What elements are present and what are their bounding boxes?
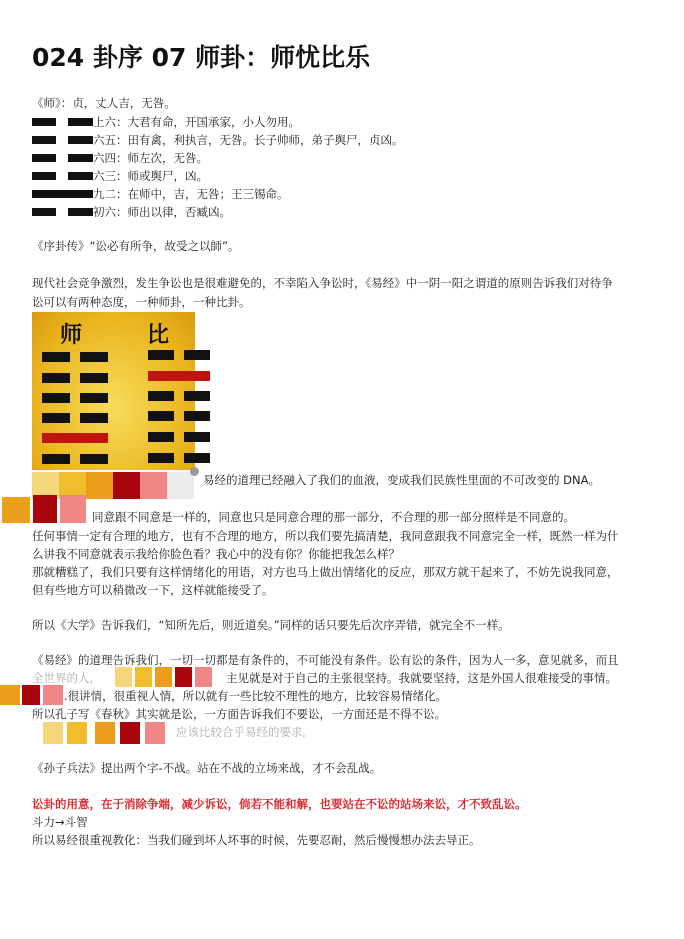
paragraph-line: 现代社会竞争激烈，发生争讼也是很难避免的，不幸陷入争讼时，《易经》中一阴一阳之谓道的原则告诉我们对待争 xyxy=(32,276,613,290)
yao-line: 上六：大君有命，开国承家，小人勿用。 xyxy=(32,114,300,130)
paragraph-line: 《易经》的道理告诉我们，一切一切都是有条件的，不可能没有条件。讼有讼的条件，因为人一多，意见就多，而且 xyxy=(32,653,619,667)
paragraph-line: 但有些地方可以稍微改一下，这样就能接受了。 xyxy=(32,583,274,597)
yao-line: 六五：田有禽，利执言，无咎。长子帅师，弟子舆尸，贞凶。 xyxy=(32,132,404,148)
hexagram-image xyxy=(32,312,195,470)
paragraph-line: 主见就是对于自己的主张很坚持。我就要坚持，这是外国人很难接受的事情。 xyxy=(226,671,617,685)
yao-line: 六四：师左次，无咎。 xyxy=(32,150,208,166)
highlighted-paragraph: 讼卦的用意，在于消除争端，减少诉讼，倘若不能和解，也要站在不讼的站场来讼，才不致乱讼。 xyxy=(32,797,527,811)
paragraph-line: 全世界的人， xyxy=(32,671,101,685)
hexagram-name-shi: 师 xyxy=(60,322,83,348)
xugua-quote: 《序卦传》“讼必有所争，故受之以師”。 xyxy=(32,239,240,253)
yao-line: 初六：师出以律，否臧凶。 xyxy=(32,204,231,220)
paragraph-line: 所以易经很重视教化：当我们碰到坏人坏事的时候，先要忍耐，然后慢慢想办法去导正。 xyxy=(32,833,481,847)
yao-line: 九二：在师中，吉，无咎；王三锡命。 xyxy=(32,186,289,202)
gua-ci: 《师》：贞，丈人吉，无咎。 xyxy=(32,96,176,110)
paragraph-line: 那就糟糕了，我们只要有这样情绪化的用语，对方也马上做出情绪化的反应，那双方就干起来了，不妨先说我同意， xyxy=(32,565,619,579)
paragraph-line: 斗力→斗智 xyxy=(32,815,88,829)
paragraph-line: 所以《大学》告诉我们，“知所先后，则近道矣。”同样的话只要先后次序弄错，就完全不一样。 xyxy=(32,618,510,632)
yao-line: 六三：师或舆尸，凶。 xyxy=(32,168,208,184)
paragraph-line: 同意跟不同意是一样的，同意也只是同意合理的那一部分，不合理的那一部分照样是不同意的。 xyxy=(92,510,575,524)
paragraph-line: 所以孔子写《春秋》其实就是讼，一方面告诉我们不要讼，一方面还是不得不讼。 xyxy=(32,707,446,721)
paragraph-line: 易经的道理已经融入了我们的血液，变成我们民族性里面的不可改变的 DNA。 xyxy=(203,473,600,487)
paragraph-line: 应该比较合乎易经的要求。 xyxy=(176,725,314,739)
paragraph-line: 任何事情一定有合理的地方，也有不合理的地方，所以我们要先搞清楚，我同意跟我不同意完全一样，既然一样为什 xyxy=(32,529,619,543)
hexagram-name-bi: 比 xyxy=(147,322,170,348)
paragraph-line: 讼可以有两种态度，一种师卦，一种比卦。 xyxy=(32,295,251,309)
page-title: 024 卦序 07 师卦：师忧比乐 xyxy=(32,43,371,72)
paragraph-line: 《孙子兵法》提出两个字-不战。站在不战的立场来战，才不会乱战。 xyxy=(32,761,382,775)
paragraph-line: .很讲情，很重视人情，所以就有一些比较不理性的地方，比较容易情绪化。 xyxy=(64,689,448,703)
paragraph-line: 么讲我不同意就表示我给你脸色看？我心中的没有你？你能把我怎么样？ xyxy=(32,547,400,561)
